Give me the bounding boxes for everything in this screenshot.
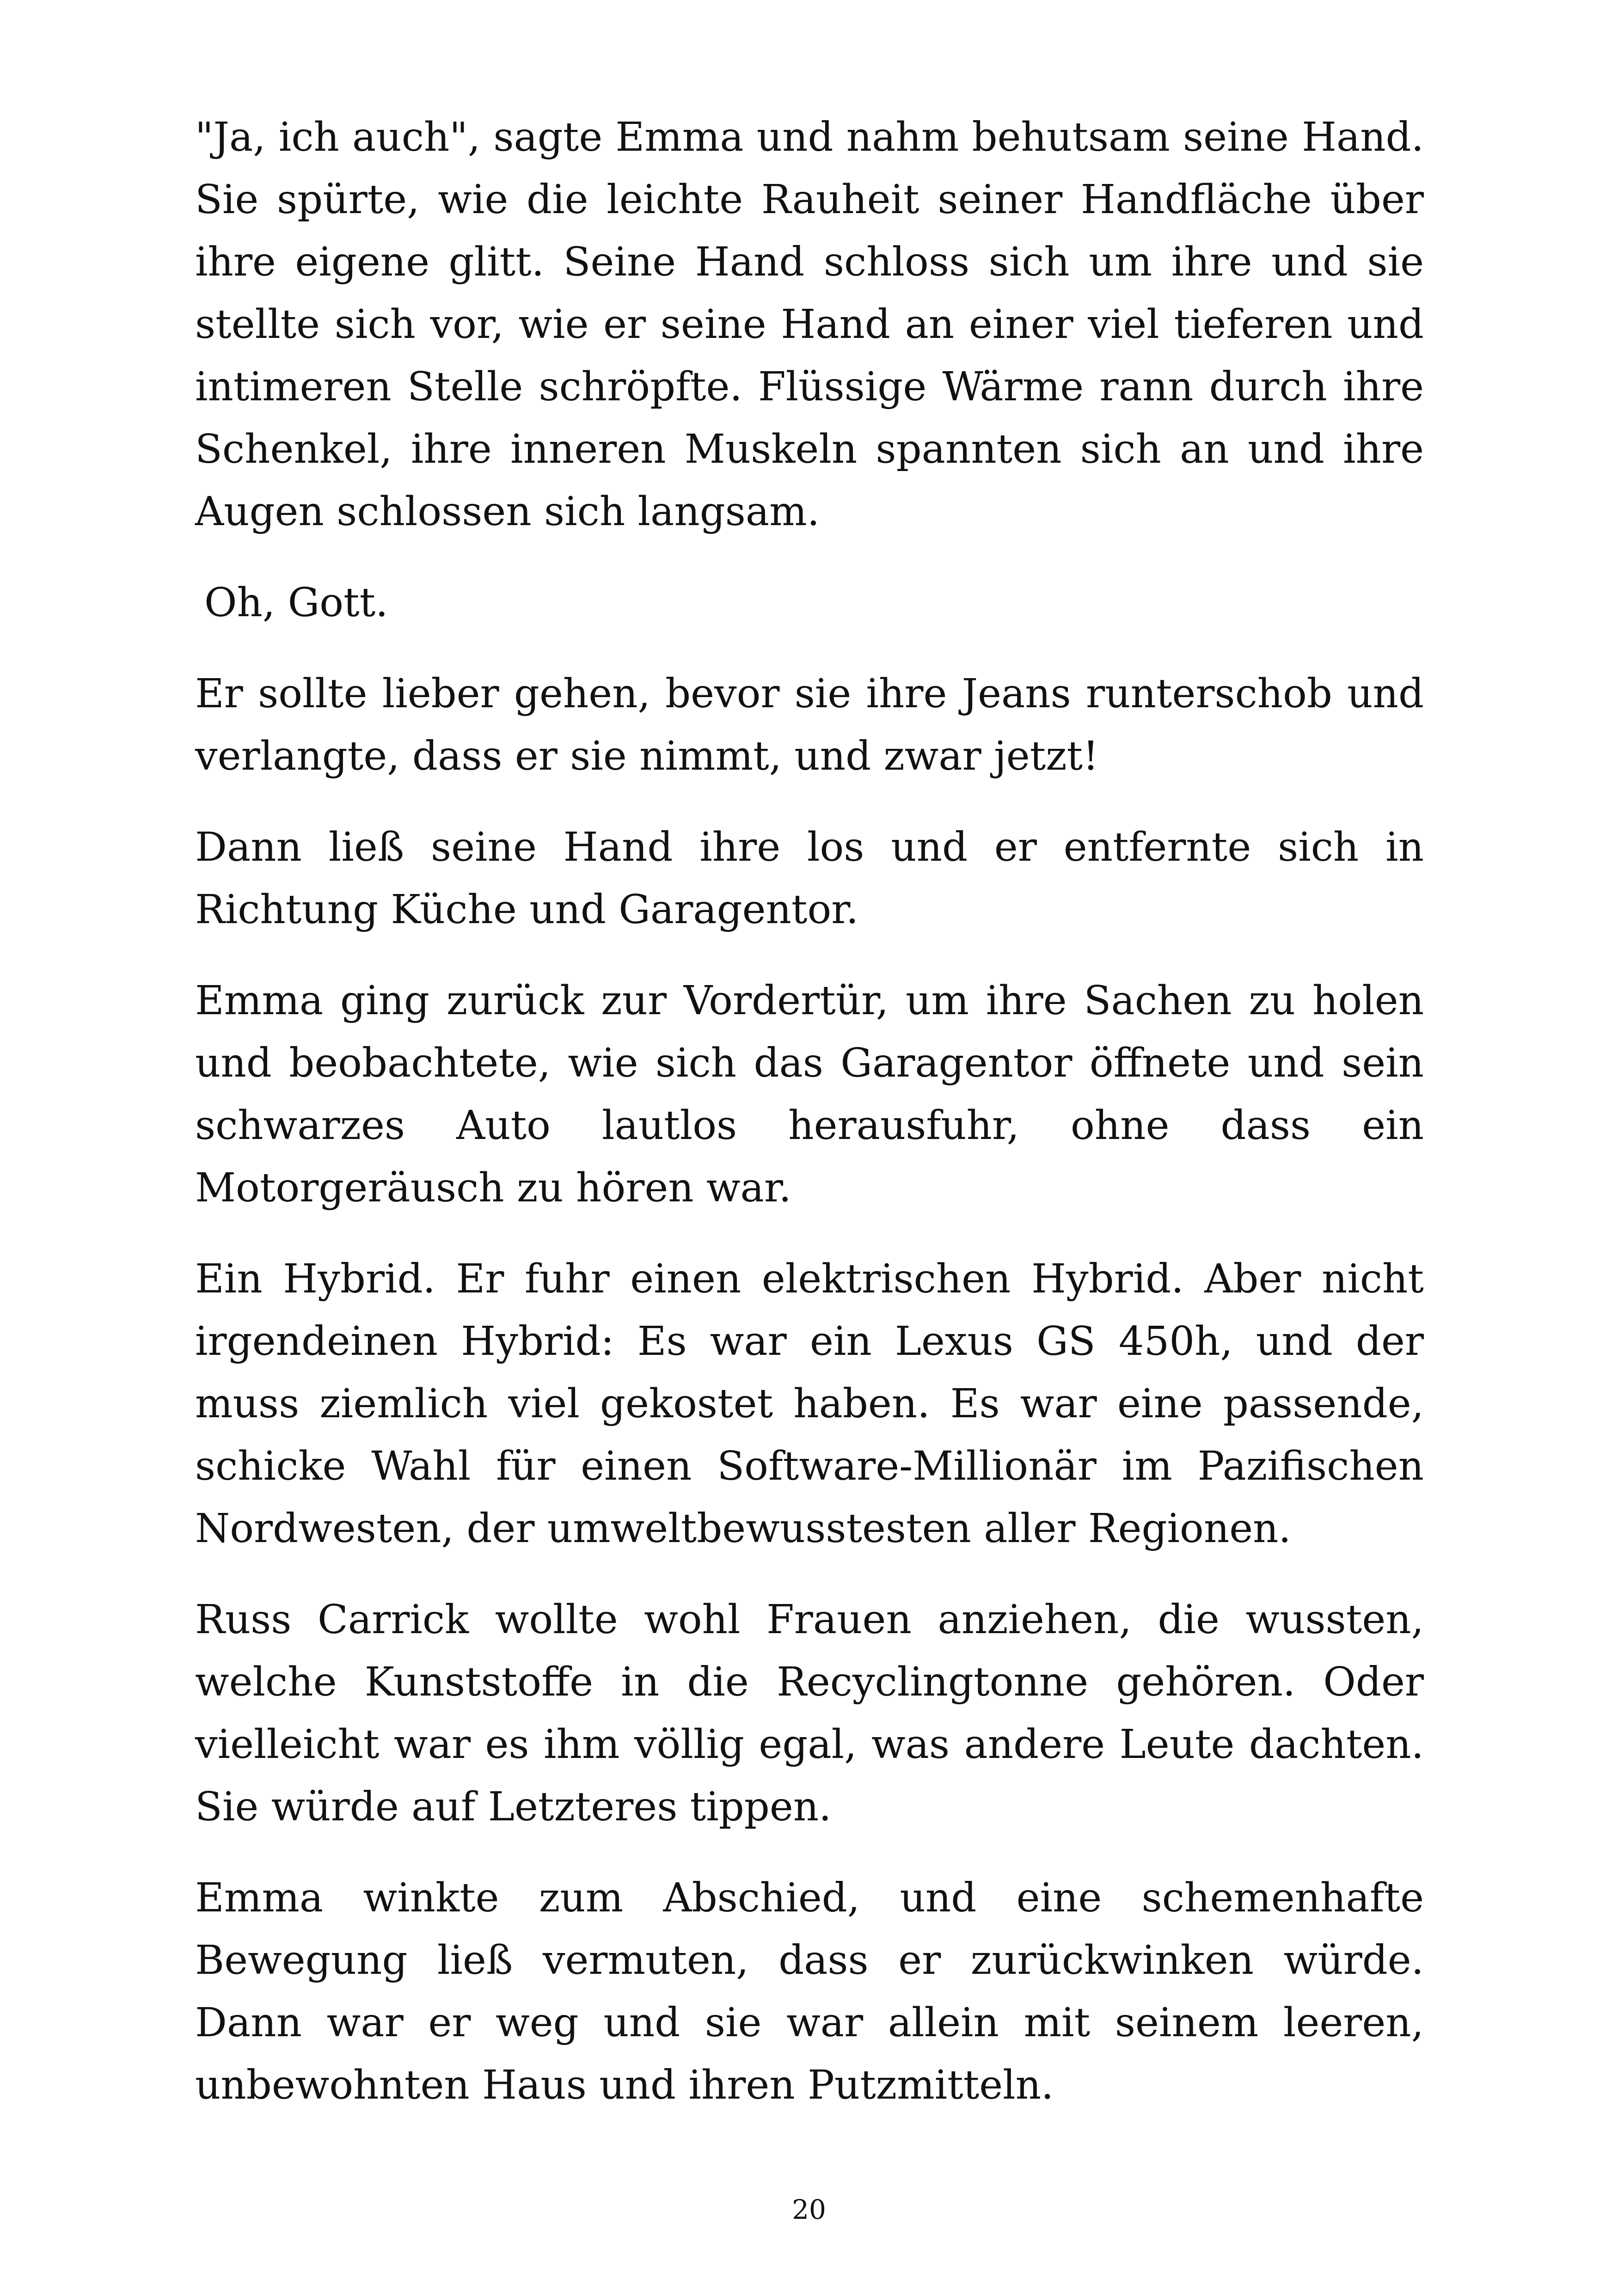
page-number: 20: [792, 2194, 826, 2225]
paragraph-5: Emma ging zurück zur Vordertür, um ihre Sachen zu holen und beobachtete, wie sich das Garagentor öffnete und sein schwarzes Auto lautlos herausfuhr, ohne dass ein Motorgeräusch zu hören war.: [195, 978, 1424, 1211]
paragraph-8: Emma winkte zum Abschied, und eine schemenhafte Bewegung ließ vermuten, dass er zurückwinken würde. Dann war er weg und sie war allein mit seinem leeren, unbewohnten Haus und ihren Putzmitteln.: [195, 1875, 1424, 2108]
paragraph-6: Ein Hybrid. Er fuhr einen elektrischen Hybrid. Aber nicht irgendeinen Hybrid: Es war ein Lexus GS 450h, und der muss ziemlich viel gekostet haben. Es war eine passende, schicke Wahl für einen Software-Millionär im Pazifischen Nordwesten, der umweltbewusstesten aller Regionen.: [195, 1256, 1424, 1552]
paragraph-4: Dann ließ seine Hand ihre los und er entfernte sich in Richtung Küche und Garagentor.: [195, 824, 1424, 933]
body-text: [195, 106, 1424, 2145]
paragraph-7: Russ Carrick wollte wohl Frauen anziehen, die wussten, welche Kunststoffe in die Recyclingtonne gehören. Oder vielleicht war es ihm völlig egal, was andere Leute dachten. Sie würde auf Letzteres tippen.: [195, 1597, 1424, 1830]
paragraph-1: "Ja, ich auch", sagte Emma und nahm behutsam seine Hand. Sie spürte, wie die leichte Rauheit seiner Handfläche über ihre eigene glitt. Seine Hand schloss sich um ihre und sie stellte sich vor, wie er seine Hand an einer viel tieferen und intimeren Stelle schröpfte. Flüssige Wärme rann durch ihre Schenkel, ihre inneren Muskeln spannten sich an und ihre Augen schlossen sich langsam.: [195, 114, 1424, 535]
paragraph-2: Oh, Gott.: [204, 580, 388, 626]
paragraph-3: Er sollte lieber gehen, bevor sie ihre Jeans runterschob und verlangte, dass er sie nimmt, und zwar jetzt!: [195, 671, 1424, 779]
